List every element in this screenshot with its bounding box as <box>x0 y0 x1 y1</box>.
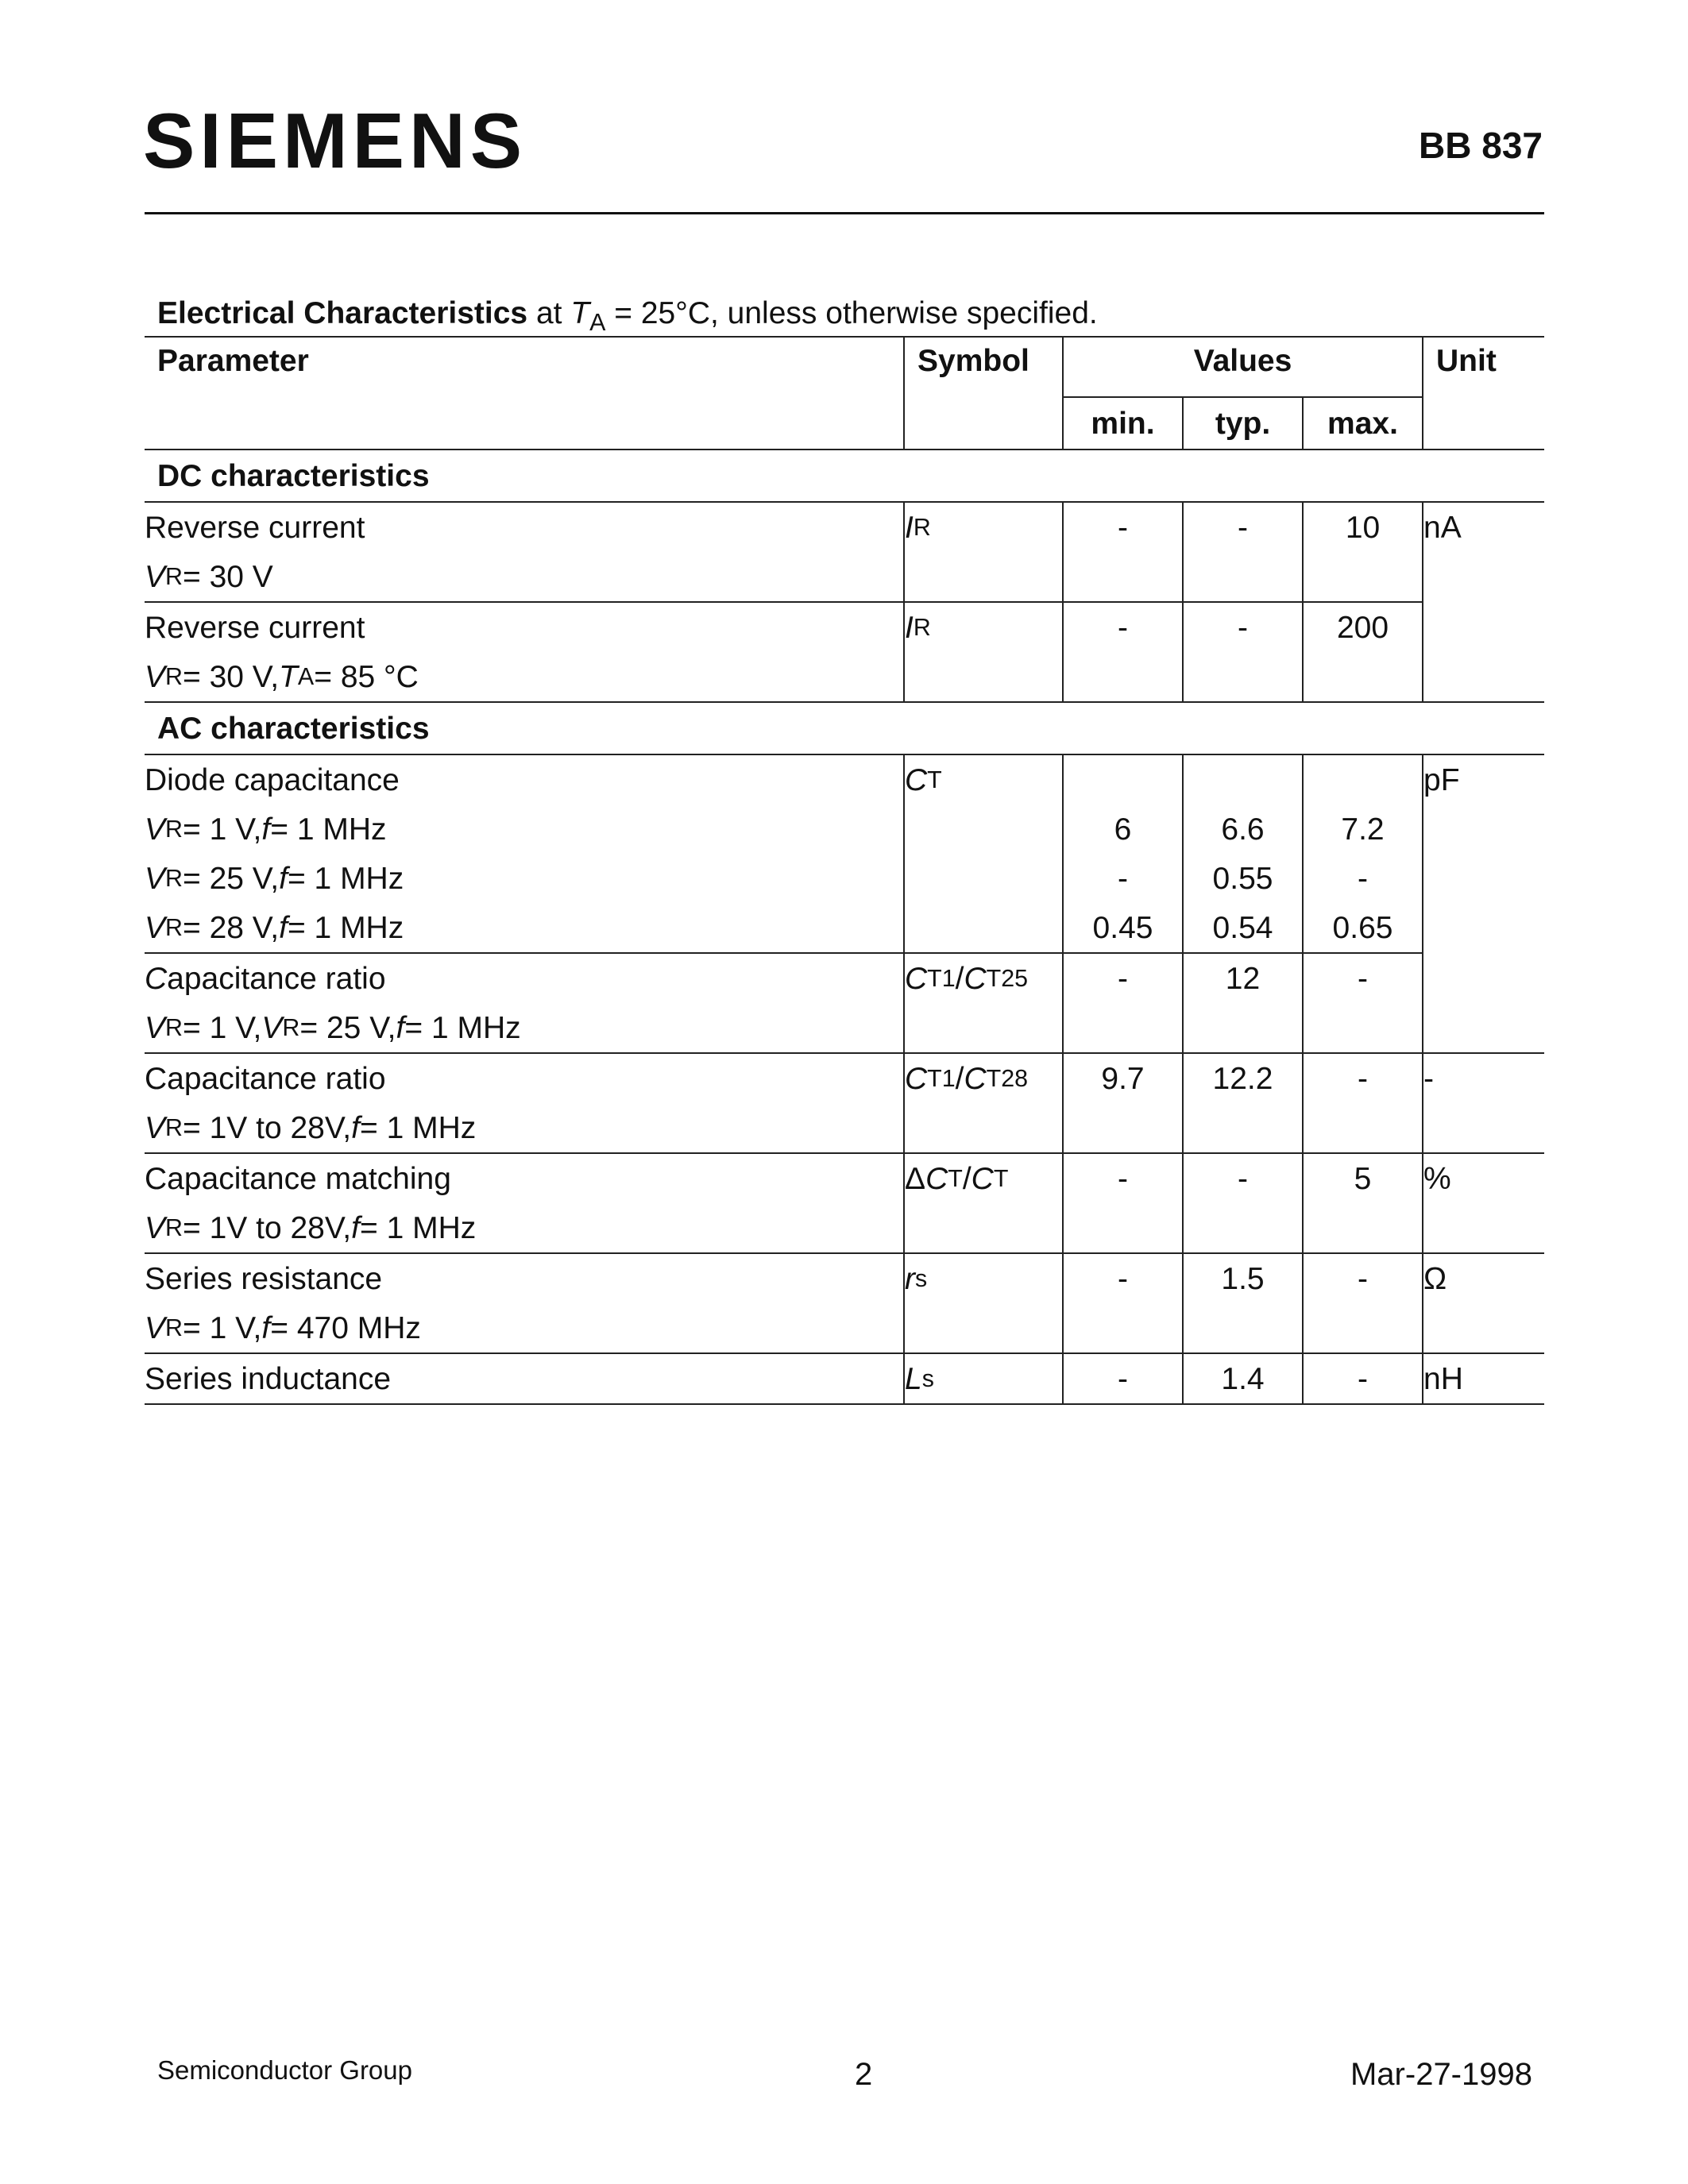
value-typ: 0.55 <box>1212 861 1273 896</box>
symbol: C T1 / C T25 <box>905 961 1029 996</box>
value-max: 200 <box>1336 610 1389 645</box>
param-condition: V R = 1V to 28V, f = 1 MHz <box>145 1110 477 1145</box>
electrical-characteristics-table <box>145 336 1544 1405</box>
value-min: 6 <box>1114 812 1132 847</box>
page-number: 2 <box>855 2057 873 2092</box>
param-condition: V R = 28 V, f = 1 MHz <box>145 910 404 945</box>
header-min: min. <box>1063 397 1183 450</box>
unit: nA <box>1423 510 1462 545</box>
value-max: - <box>1358 861 1368 896</box>
value-min: - <box>1118 510 1128 545</box>
header-unit: Unit <box>1423 337 1544 450</box>
symbol: C T1 / C T28 <box>905 1061 1029 1096</box>
value-min: - <box>1118 961 1128 996</box>
param-name: Series inductance <box>145 1361 392 1396</box>
unit: - <box>1423 1061 1435 1096</box>
unit: pF <box>1423 762 1460 797</box>
table-row <box>145 1153 1544 1253</box>
value-max: 10 <box>1345 510 1381 545</box>
section-row-dc <box>145 450 1544 502</box>
value-max: 7.2 <box>1341 812 1385 847</box>
value-min: - <box>1118 1261 1128 1296</box>
param-condition: V R = 30 V <box>145 559 273 594</box>
param-condition: V R = 1 V, f = 470 MHz <box>145 1310 421 1345</box>
symbol: C T <box>905 762 942 797</box>
symbol: Δ C T / C T <box>905 1161 1009 1196</box>
value-typ: - <box>1238 510 1248 545</box>
value-typ: - <box>1238 610 1248 645</box>
symbol: r s <box>905 1261 928 1296</box>
value-typ: - <box>1238 1161 1248 1196</box>
param-name: Diode capacitance <box>145 762 400 797</box>
unit: nH <box>1423 1361 1463 1396</box>
symbol: I R <box>905 510 931 545</box>
value-min: - <box>1118 1161 1128 1196</box>
value-max: - <box>1358 1061 1368 1096</box>
value-max: 0.65 <box>1332 910 1393 945</box>
table-row <box>145 502 1544 602</box>
value-min: 0.45 <box>1092 910 1153 945</box>
table-caption: Electrical Characteristics at $T_A = 25^\circ C$, unless otherwise specified. <box>157 296 1098 337</box>
param-name: Series resistance <box>145 1261 383 1296</box>
value-max: - <box>1358 961 1368 996</box>
header-symbol: Symbol <box>904 337 1063 450</box>
value-typ: 12 <box>1225 961 1261 996</box>
part-number: BB 837 <box>1419 125 1543 166</box>
unit: % <box>1423 1161 1451 1196</box>
value-min: - <box>1118 610 1128 645</box>
value-min: 9.7 <box>1101 1061 1145 1096</box>
table-row <box>145 1253 1544 1353</box>
table-row <box>145 1053 1544 1153</box>
symbol: L s <box>905 1361 934 1396</box>
param-condition: V R = 1V to 28V, f = 1 MHz <box>145 1210 477 1245</box>
value-typ: 1.4 <box>1221 1361 1265 1396</box>
table-row <box>145 953 1544 1053</box>
header-row <box>145 337 1544 397</box>
value-max: - <box>1358 1261 1368 1296</box>
param-name: Capacitance ratio <box>145 1061 386 1096</box>
value-max: - <box>1358 1361 1368 1396</box>
table-row <box>145 1353 1544 1404</box>
header-parameter: Parameter <box>145 337 904 450</box>
footer-group: Semiconductor Group <box>157 2055 412 2085</box>
caption-title: Electrical Characteristics <box>157 296 528 330</box>
value-max: 5 <box>1354 1161 1372 1196</box>
table-row <box>145 602 1544 702</box>
param-name: Reverse current <box>145 510 365 545</box>
header-typ: typ. <box>1183 397 1303 450</box>
dc-section-title: DC characteristics <box>157 458 430 493</box>
param-condition: V R = 1 V, f = 1 MHz <box>145 812 387 847</box>
siemens-logo: SIEMENS <box>143 97 527 184</box>
param-condition: V R = 30 V, T A = 85 °C <box>145 659 419 694</box>
ac-section-title: AC characteristics <box>157 711 430 746</box>
param-condition: V R = 1 V, V R = 25 V, f = 1 MHz <box>145 1010 521 1045</box>
header-values: Values <box>1063 337 1423 397</box>
param-name: C apacitance ratio <box>145 961 386 996</box>
value-min: - <box>1118 861 1128 896</box>
header-rule <box>145 212 1544 214</box>
param-name: Reverse current <box>145 610 365 645</box>
value-min: - <box>1118 1361 1128 1396</box>
table-row <box>145 754 1544 953</box>
value-typ: 12.2 <box>1212 1061 1273 1096</box>
param-name: Capacitance matching <box>145 1161 451 1196</box>
value-typ: 1.5 <box>1221 1261 1265 1296</box>
param-condition: V R = 25 V, f = 1 MHz <box>145 861 404 896</box>
value-typ: 6.6 <box>1221 812 1265 847</box>
unit: Ω <box>1423 1261 1447 1296</box>
section-row-ac <box>145 702 1544 754</box>
footer-date: Mar-27-1998 <box>1350 2057 1532 2092</box>
header-max: max. <box>1303 397 1423 450</box>
value-typ: 0.54 <box>1212 910 1273 945</box>
symbol: I R <box>905 610 931 645</box>
